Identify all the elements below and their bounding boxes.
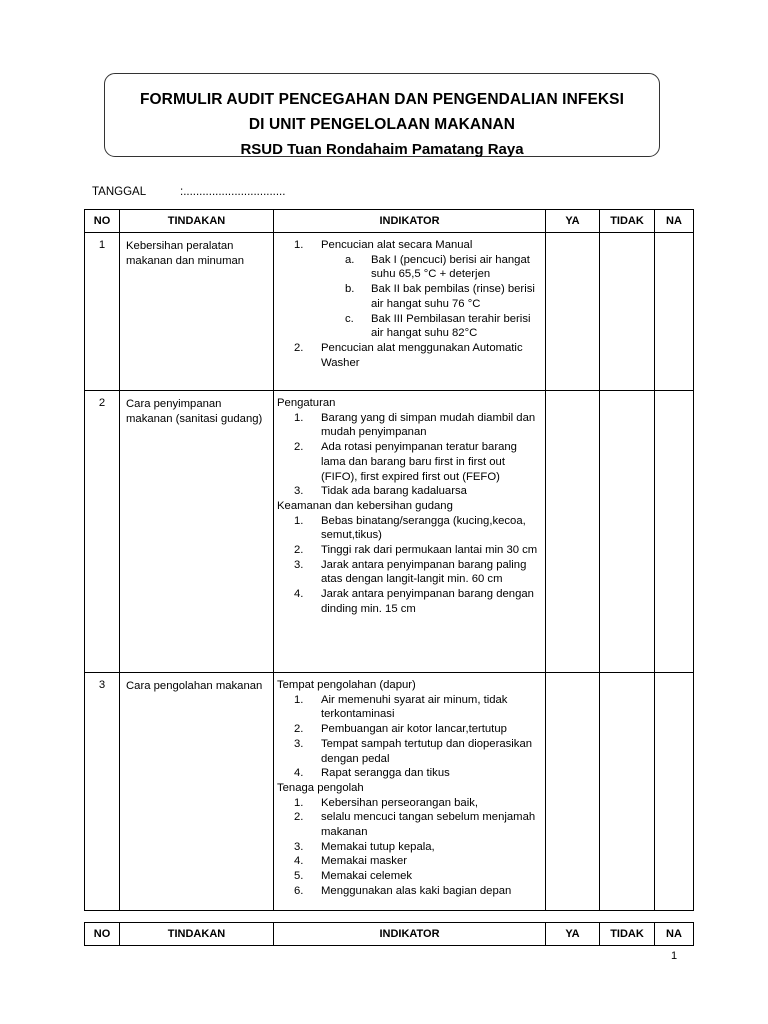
item-text: Bak III Pembilasan terahir berisi air hangat suhu 82°C <box>371 312 531 340</box>
indikator-cell <box>274 391 546 673</box>
col-header-no: NO <box>85 923 120 946</box>
col-header-tidak: TIDAK <box>600 210 655 233</box>
check-cell-ya[interactable] <box>546 233 600 391</box>
indikator-item <box>277 796 541 811</box>
indikator-heading: Tempat pengolahan (dapur) <box>277 679 416 691</box>
indikator-subitem <box>277 253 541 282</box>
indikator-item <box>277 341 541 370</box>
item-marker: 1. <box>294 693 304 706</box>
indikator-item <box>277 543 541 558</box>
item-text: Tempat sampah tertutup dan dioperasikan dengan pedal <box>321 737 533 765</box>
indikator-item <box>277 411 541 440</box>
item-text: Memakai celemek <box>321 870 413 883</box>
col-header-no: NO <box>85 210 120 233</box>
indikator-cell <box>274 673 546 911</box>
indikator-item <box>277 440 541 484</box>
check-cell-tidak[interactable] <box>600 233 655 391</box>
indikator-item <box>277 737 541 766</box>
item-marker: 1. <box>294 796 304 809</box>
col-header-na: NA <box>655 923 694 946</box>
item-marker: 4. <box>294 855 304 868</box>
page-number: 1 <box>671 950 678 962</box>
tindakan-cell: Cara pengolahan makanan <box>120 673 274 911</box>
indikator-item <box>277 884 541 899</box>
form-title-line2: DI UNIT PENGELOLAAN MAKANAN <box>248 116 516 133</box>
item-marker: 3. <box>294 737 304 750</box>
item-marker: 5. <box>294 870 304 883</box>
tindakan-cell: Kebersihan peralatan makanan dan minuman <box>120 233 274 391</box>
check-cell-tidak[interactable] <box>600 673 655 911</box>
date-label: TANGGAL <box>92 186 147 198</box>
item-marker: a. <box>345 253 355 266</box>
item-text: Bak II bak pembilas (rinse) berisi air hangat suhu 76 °C <box>371 283 535 310</box>
date-field <box>92 186 285 198</box>
item-text: Pencucian alat secara Manual <box>321 239 473 251</box>
row-number: 2 <box>85 391 120 673</box>
item-marker: 2. <box>294 341 304 354</box>
indikator-item <box>277 722 541 737</box>
date-value[interactable]: :................................ <box>180 186 286 198</box>
item-text: Jarak antara penyimpanan barang dengan dinding min. 15 cm <box>321 588 534 615</box>
item-text: Air memenuhi syarat air minum, tidak terkontaminasi <box>321 693 508 721</box>
item-text: Jarak antara penyimpanan barang paling atas dengan langit-langit min. 60 cm <box>321 558 527 586</box>
table-row <box>85 673 694 911</box>
indikator-subitem <box>277 312 541 341</box>
item-text: Tinggi rak dari permukaan lantai min 30 cm <box>321 544 538 557</box>
item-text: Tidak ada barang kadaluarsa <box>321 485 467 498</box>
indikator-subitem <box>277 282 541 311</box>
item-text: Memakai tutup kepala, <box>321 840 435 853</box>
indikator-item <box>277 238 541 253</box>
row-number: 1 <box>85 233 120 391</box>
indikator-item <box>277 869 541 884</box>
item-text: Bak I (pencuci) berisi air hangat suhu 65,5 °C + deterjen <box>371 253 530 281</box>
col-header-ya: YA <box>546 210 600 233</box>
hospital-name: RSUD Tuan Rondahaim Pamatang Raya <box>240 141 524 158</box>
item-marker: c. <box>345 312 354 325</box>
indikator-item <box>277 840 541 855</box>
item-marker: 3. <box>294 558 304 571</box>
indikator-item <box>277 484 541 499</box>
indikator-item <box>277 693 541 722</box>
check-cell-tidak[interactable] <box>600 391 655 673</box>
audit-table-continued-header <box>84 922 694 946</box>
item-text: selalu mencuci tangan sebelum menjamah makanan <box>321 811 536 839</box>
indikator-item <box>277 854 541 869</box>
item-marker: 1. <box>294 239 304 251</box>
item-marker: 4. <box>294 767 304 780</box>
item-text: Ada rotasi penyimpanan teratur barang lama dan barang baru first in first out (FIFO), first expired first out (FEFO) <box>321 441 517 483</box>
indikator-item <box>277 587 541 616</box>
check-cell-na[interactable] <box>655 233 694 391</box>
item-marker: 6. <box>294 884 304 897</box>
check-cell-ya[interactable] <box>546 391 600 673</box>
col-header-indikator: INDIKATOR <box>274 923 546 946</box>
col-header-ya: YA <box>546 923 600 946</box>
item-marker: 1. <box>294 411 304 424</box>
table-header-row <box>85 210 694 233</box>
item-text: Rapat serangga dan tikus <box>321 767 450 780</box>
col-header-tindakan: TINDAKAN <box>120 210 274 233</box>
item-text: Bebas binatang/serangga (kucing,kecoa, semut,tikus) <box>321 514 526 542</box>
item-marker: 2. <box>294 723 304 736</box>
item-text: Pembuangan air kotor lancar,tertutup <box>321 723 507 736</box>
table-header-row <box>85 923 694 946</box>
col-header-na: NA <box>655 210 694 233</box>
col-header-tidak: TIDAK <box>600 923 655 946</box>
table-row <box>85 391 694 673</box>
item-marker: 1. <box>294 514 304 527</box>
check-cell-ya[interactable] <box>546 673 600 911</box>
indikator-item <box>277 558 541 587</box>
item-text: Pencucian alat menggunakan Automatic Washer <box>321 341 523 369</box>
item-marker: 4. <box>294 588 304 601</box>
item-marker: b. <box>345 283 355 296</box>
indikator-cell <box>274 233 546 391</box>
item-text: Menggunakan alas kaki bagian depan <box>321 884 512 897</box>
indikator-heading: Tenaga pengolah <box>277 781 364 794</box>
indikator-item <box>277 810 541 839</box>
item-text: Barang yang di simpan mudah diambil dan mudah penyimpanan <box>321 411 536 439</box>
form-title-line1: FORMULIR AUDIT PENCEGAHAN DAN PENGENDALIAN INFEKSI <box>139 91 625 108</box>
check-cell-na[interactable] <box>655 391 694 673</box>
col-header-indikator: INDIKATOR <box>274 210 546 233</box>
indikator-item <box>277 766 541 781</box>
indikator-heading: Keamanan dan kebersihan gudang <box>277 499 453 512</box>
item-marker: 2. <box>294 441 304 454</box>
indikator-item <box>277 514 541 543</box>
item-text: Memakai masker <box>321 855 408 868</box>
item-text: Kebersihan perseorangan baik, <box>321 796 479 809</box>
item-marker: 3. <box>294 485 304 498</box>
col-header-tindakan: TINDAKAN <box>120 923 274 946</box>
form-title-box <box>104 73 660 157</box>
check-cell-na[interactable] <box>655 673 694 911</box>
item-marker: 3. <box>294 840 304 853</box>
table-row <box>85 233 694 391</box>
item-marker: 2. <box>294 544 304 557</box>
item-marker: 2. <box>294 811 304 824</box>
indikator-heading: Pengaturan <box>277 397 336 409</box>
audit-table <box>84 209 694 911</box>
row-number: 3 <box>85 673 120 911</box>
tindakan-cell: Cara penyimpanan makanan (sanitasi gudang) <box>120 391 274 673</box>
